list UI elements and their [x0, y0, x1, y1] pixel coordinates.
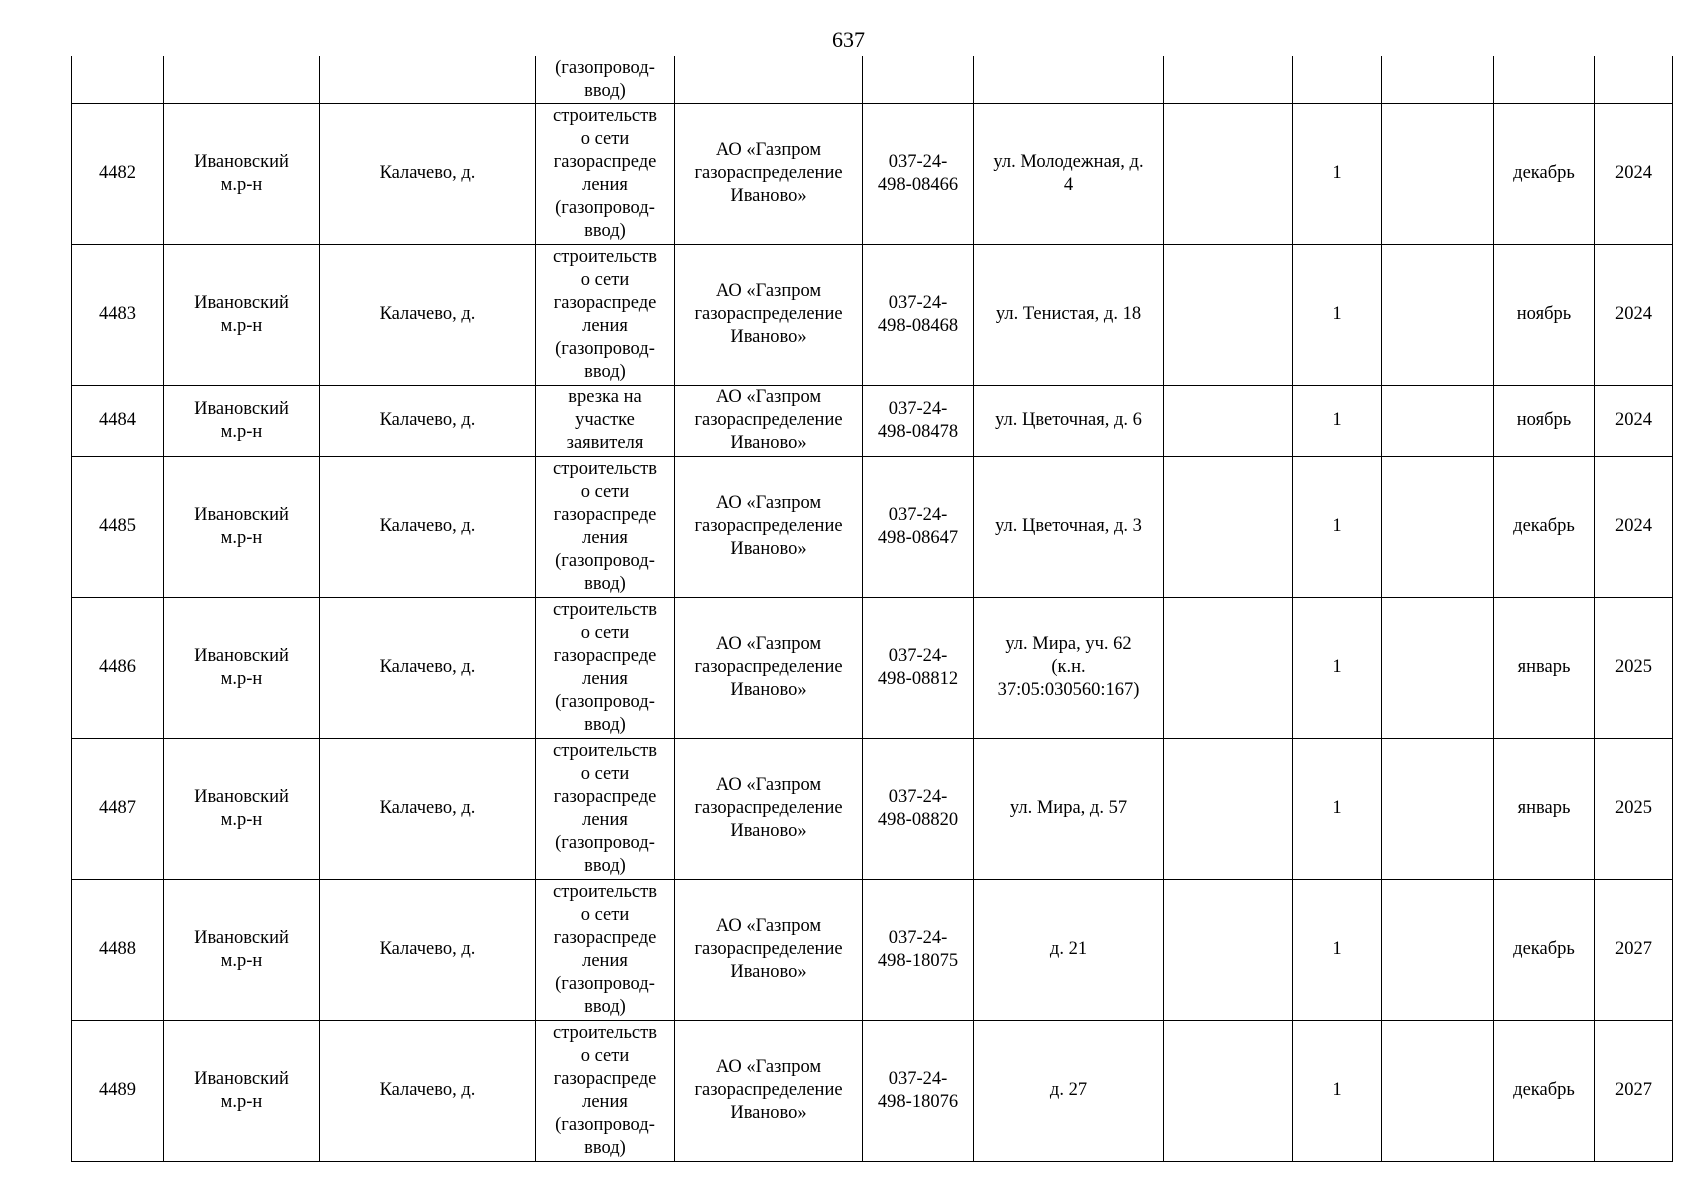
cell-col10	[1382, 456, 1494, 597]
cell-locality: Калачево, д.	[320, 879, 536, 1020]
cell-code	[863, 56, 974, 103]
cell-locality: Калачево, д.	[320, 244, 536, 385]
table-row	[72, 879, 1673, 1020]
cell-code: 037-24- 498-08647	[863, 456, 974, 597]
cell-count: 1	[1293, 738, 1382, 879]
cell-code: 037-24- 498-18076	[863, 1020, 974, 1161]
cell-col10	[1382, 1020, 1494, 1161]
cell-count: 1	[1293, 597, 1382, 738]
cell-count	[1293, 56, 1382, 103]
cell-code: 037-24- 498-08466	[863, 103, 974, 244]
cell-num: 4488	[72, 879, 164, 1020]
cell-address: ул. Цветочная, д. 6	[974, 385, 1164, 456]
cell-district: Ивановский м.р-н	[164, 1020, 320, 1161]
cell-locality: Калачево, д.	[320, 738, 536, 879]
cell-month: декабрь	[1494, 879, 1595, 1020]
cell-locality: Калачево, д.	[320, 597, 536, 738]
cell-col10	[1382, 738, 1494, 879]
cell-count: 1	[1293, 244, 1382, 385]
cell-address	[974, 56, 1164, 103]
cell-organization: АО «Газпром газораспределение Иваново»	[675, 879, 863, 1020]
cell-work-type: строительств о сети газораспреде ления (газопровод- ввод)	[536, 244, 675, 385]
cell-address: ул. Мира, уч. 62 (к.н. 37:05:030560:167)	[974, 597, 1164, 738]
cell-organization: АО «Газпром газораспределение Иваново»	[675, 1020, 863, 1161]
table-row	[72, 103, 1673, 244]
cell-address: ул. Мира, д. 57	[974, 738, 1164, 879]
cell-organization: АО «Газпром газораспределение Иваново»	[675, 385, 863, 456]
cell-col10	[1382, 879, 1494, 1020]
cell-num: 4483	[72, 244, 164, 385]
cell-year: 2024	[1595, 244, 1673, 385]
cell-count: 1	[1293, 456, 1382, 597]
cell-month: январь	[1494, 738, 1595, 879]
cell-address: д. 21	[974, 879, 1164, 1020]
cell-col8	[1164, 1020, 1293, 1161]
cell-year: 2025	[1595, 597, 1673, 738]
cell-locality: Калачево, д.	[320, 385, 536, 456]
cell-month: декабрь	[1494, 456, 1595, 597]
cell-work-type: врезка на участке заявителя	[536, 385, 675, 456]
cell-year: 2024	[1595, 103, 1673, 244]
cell-address: ул. Тенистая, д. 18	[974, 244, 1164, 385]
cell-month	[1494, 56, 1595, 103]
table-row	[72, 385, 1673, 456]
cell-year: 2024	[1595, 456, 1673, 597]
table-body	[72, 56, 1673, 1161]
cell-num: 4482	[72, 103, 164, 244]
cell-count: 1	[1293, 1020, 1382, 1161]
cell-num: 4485	[72, 456, 164, 597]
cell-district: Ивановский м.р-н	[164, 597, 320, 738]
cell-organization: АО «Газпром газораспределение Иваново»	[675, 597, 863, 738]
cell-work-type: строительств о сети газораспреде ления (газопровод- ввод)	[536, 879, 675, 1020]
table-row	[72, 1020, 1673, 1161]
cell-col8	[1164, 456, 1293, 597]
cell-year: 2027	[1595, 1020, 1673, 1161]
cell-col8	[1164, 738, 1293, 879]
cell-num: 4486	[72, 597, 164, 738]
cell-col8	[1164, 103, 1293, 244]
cell-col10	[1382, 597, 1494, 738]
cell-year: 2027	[1595, 879, 1673, 1020]
cell-col10	[1382, 103, 1494, 244]
cell-month: декабрь	[1494, 103, 1595, 244]
cell-district: Ивановский м.р-н	[164, 244, 320, 385]
cell-organization: АО «Газпром газораспределение Иваново»	[675, 738, 863, 879]
cell-district: Ивановский м.р-н	[164, 456, 320, 597]
table-row	[72, 597, 1673, 738]
cell-district: Ивановский м.р-н	[164, 385, 320, 456]
cell-month: декабрь	[1494, 1020, 1595, 1161]
cell-count: 1	[1293, 879, 1382, 1020]
cell-code: 037-24- 498-08468	[863, 244, 974, 385]
cell-district: Ивановский м.р-н	[164, 103, 320, 244]
cell-locality: Калачево, д.	[320, 103, 536, 244]
data-table	[71, 56, 1673, 1162]
cell-locality: Калачево, д.	[320, 456, 536, 597]
cell-num	[72, 56, 164, 103]
cell-year: 2025	[1595, 738, 1673, 879]
cell-num: 4487	[72, 738, 164, 879]
cell-work-type: (газопровод- ввод)	[536, 56, 675, 103]
cell-month: ноябрь	[1494, 244, 1595, 385]
cell-year: 2024	[1595, 385, 1673, 456]
cell-district: Ивановский м.р-н	[164, 879, 320, 1020]
cell-col10	[1382, 385, 1494, 456]
cell-work-type: строительств о сети газораспреде ления (газопровод- ввод)	[536, 1020, 675, 1161]
cell-district	[164, 56, 320, 103]
cell-address: ул. Цветочная, д. 3	[974, 456, 1164, 597]
cell-col8	[1164, 244, 1293, 385]
cell-month: ноябрь	[1494, 385, 1595, 456]
cell-organization	[675, 56, 863, 103]
table-row	[72, 738, 1673, 879]
cell-locality: Калачево, д.	[320, 1020, 536, 1161]
cell-locality	[320, 56, 536, 103]
cell-work-type: строительств о сети газораспреде ления (газопровод- ввод)	[536, 456, 675, 597]
cell-code: 037-24- 498-08812	[863, 597, 974, 738]
cell-count: 1	[1293, 103, 1382, 244]
cell-col8	[1164, 879, 1293, 1020]
cell-work-type: строительств о сети газораспреде ления (газопровод- ввод)	[536, 597, 675, 738]
cell-count: 1	[1293, 385, 1382, 456]
cell-code: 037-24- 498-18075	[863, 879, 974, 1020]
cell-col8	[1164, 56, 1293, 103]
cell-col10	[1382, 244, 1494, 385]
cell-work-type: строительств о сети газораспреде ления (газопровод- ввод)	[536, 103, 675, 244]
cell-organization: АО «Газпром газораспределение Иваново»	[675, 103, 863, 244]
table-row	[72, 244, 1673, 385]
cell-organization: АО «Газпром газораспределение Иваново»	[675, 244, 863, 385]
page-number: 637	[832, 27, 865, 52]
cell-code: 037-24- 498-08820	[863, 738, 974, 879]
table-row	[72, 456, 1673, 597]
cell-month: январь	[1494, 597, 1595, 738]
cell-address: ул. Молодежная, д. 4	[974, 103, 1164, 244]
cell-year	[1595, 56, 1673, 103]
cell-district: Ивановский м.р-н	[164, 738, 320, 879]
cell-address: д. 27	[974, 1020, 1164, 1161]
cell-num: 4489	[72, 1020, 164, 1161]
cell-col10	[1382, 56, 1494, 103]
continuation-row	[72, 56, 1673, 103]
cell-code: 037-24- 498-08478	[863, 385, 974, 456]
cell-col8	[1164, 597, 1293, 738]
cell-num: 4484	[72, 385, 164, 456]
cell-organization: АО «Газпром газораспределение Иваново»	[675, 456, 863, 597]
cell-work-type: строительств о сети газораспреде ления (газопровод- ввод)	[536, 738, 675, 879]
cell-col8	[1164, 385, 1293, 456]
